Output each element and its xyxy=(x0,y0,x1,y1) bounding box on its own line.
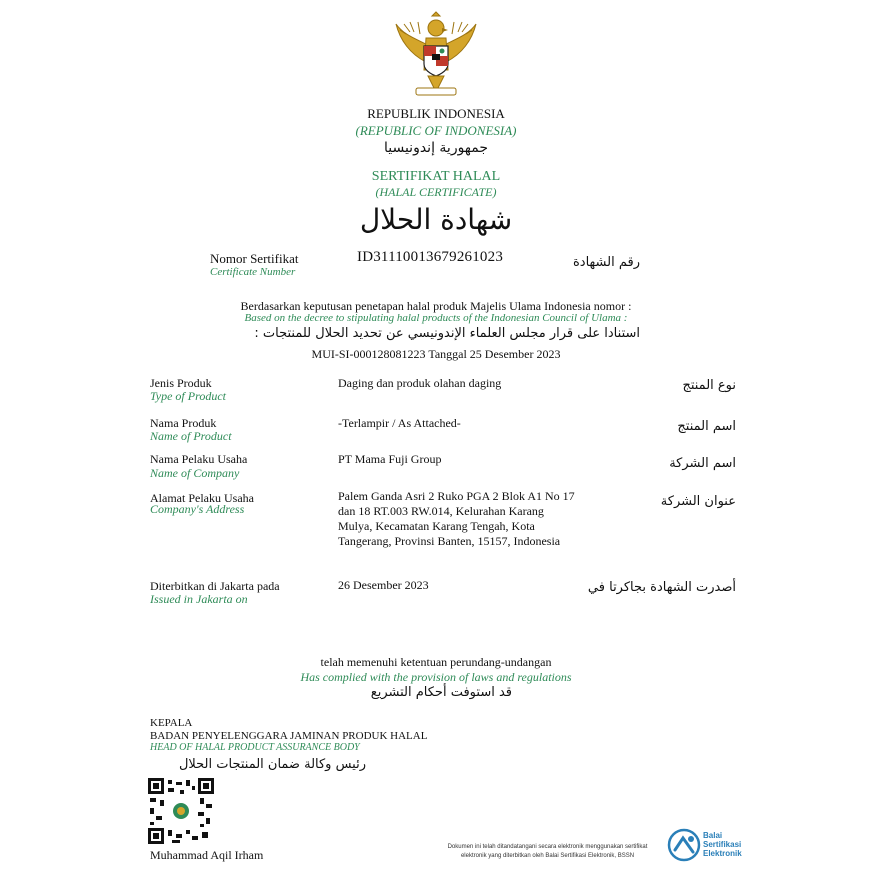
signatory-name: Muhammad Aqil Irham xyxy=(150,848,264,862)
field-label-id: Jenis Produk xyxy=(150,376,212,390)
cert-number-label-en: Certificate Number xyxy=(210,266,296,278)
bsre-logo-icon xyxy=(667,828,701,862)
field-value: PT Mama Fuji Group xyxy=(338,452,442,466)
decree-id: Berdasarkan keputusan penetapan halal produk Majelis Ulama Indonesia nomor : xyxy=(240,299,632,313)
decree-en: Based on the decree to stipulating halal products of the Indonesian Council of Ulama : xyxy=(244,312,628,324)
republic-id: REPUBLIK INDONESIA xyxy=(367,106,505,121)
field-label-id: Nama Produk xyxy=(150,416,217,430)
qr-code xyxy=(148,778,214,844)
cert-title-en: (HALAL CERTIFICATE) xyxy=(375,185,497,199)
field-label-en: Type of Product xyxy=(150,389,226,403)
signatory-title-en: HEAD OF HALAL PRODUCT ASSURANCE BODY xyxy=(150,742,360,753)
bsre-line-1: Balai xyxy=(703,831,723,840)
field-label-id: Alamat Pelaku Usaha xyxy=(150,491,254,505)
issued-date: 26 Desember 2023 xyxy=(338,578,429,592)
field-value: -Terlampir / As Attached- xyxy=(338,416,461,430)
issued-label-id: Diterbitkan di Jakarta pada xyxy=(150,579,280,593)
field-label-en: Name of Product xyxy=(150,429,232,443)
compliance-ar: قد استوفت أحكام التشريع xyxy=(370,685,512,700)
signatory-title-1: KEPALA xyxy=(150,717,193,729)
republic-ar: جمهورية إندونيسيا xyxy=(383,140,489,156)
field-label-id: Nama Pelaku Usaha xyxy=(150,452,248,466)
decree-ar: استنادا على قرار مجلس العلماء الإندونيسي عن تحديد الحلال للمنتجات : xyxy=(254,326,640,341)
field-value: Daging dan produk olahan daging xyxy=(338,376,502,390)
signatory-title-2: BADAN PENYELENGGARA JAMINAN PRODUK HALAL xyxy=(150,730,428,742)
field-label-ar: عنوان الشركة xyxy=(660,494,736,509)
address-line: Tangerang, Provinsi Banten, 15157, Indonesia xyxy=(338,534,561,548)
address-line: Palem Ganda Asri 2 Ruko PGA 2 Blok A1 No 17 xyxy=(338,489,575,503)
cert-title-ar: شهادة الحلال xyxy=(359,203,513,236)
footer-note-line-2: elektronik yang diterbitkan oleh Balai Sertifikasi Elektronik, BSSN xyxy=(460,853,635,859)
bsre-line-2: Sertifikasi xyxy=(703,840,742,849)
field-label-ar: اسم الشركة xyxy=(669,456,736,471)
bsre-line-3: Elektronik xyxy=(703,849,742,858)
footer-note xyxy=(430,843,665,861)
issued-label-ar: أصدرت الشهادة بجاكرتا في xyxy=(587,580,736,595)
address-line: Mulya, Kecamatan Karang Tengah, Kota xyxy=(338,519,535,533)
garuda-emblem xyxy=(392,10,480,102)
field-label-ar: نوع المنتج xyxy=(682,378,736,393)
issued-label-en: Issued in Jakarta on xyxy=(150,592,248,606)
compliance-id: telah memenuhi ketentuan perundang-undangan xyxy=(320,655,552,669)
cert-number-label-ar: رقم الشهادة xyxy=(573,255,640,270)
cert-number-value: ID31110013679261023 xyxy=(357,249,504,265)
bsre-logo-text xyxy=(703,831,742,858)
decree-number: MUI-SI-000128081223 Tanggal 25 Desember 2023 xyxy=(311,347,561,361)
compliance-en: Has complied with the provision of laws and regulations xyxy=(300,670,572,684)
field-label-ar: اسم المنتج xyxy=(677,419,736,434)
cert-number-label-id: Nomor Sertifikat xyxy=(210,251,299,266)
footer-note-line-1: Dokumen ini telah ditandatangani secara elektronik menggunakan sertifikat xyxy=(447,844,648,850)
republic-en: (REPUBLIC OF INDONESIA) xyxy=(355,123,517,138)
cert-title-id: SERTIFIKAT HALAL xyxy=(371,169,501,184)
address-line: dan 18 RT.003 RW.014, Kelurahan Karang xyxy=(338,504,544,518)
signatory-title-ar: رئيس وكالة ضمان المنتجات الحلال xyxy=(178,757,366,772)
field-label-en: Company's Address xyxy=(150,502,245,516)
field-label-en: Name of Company xyxy=(150,466,240,480)
